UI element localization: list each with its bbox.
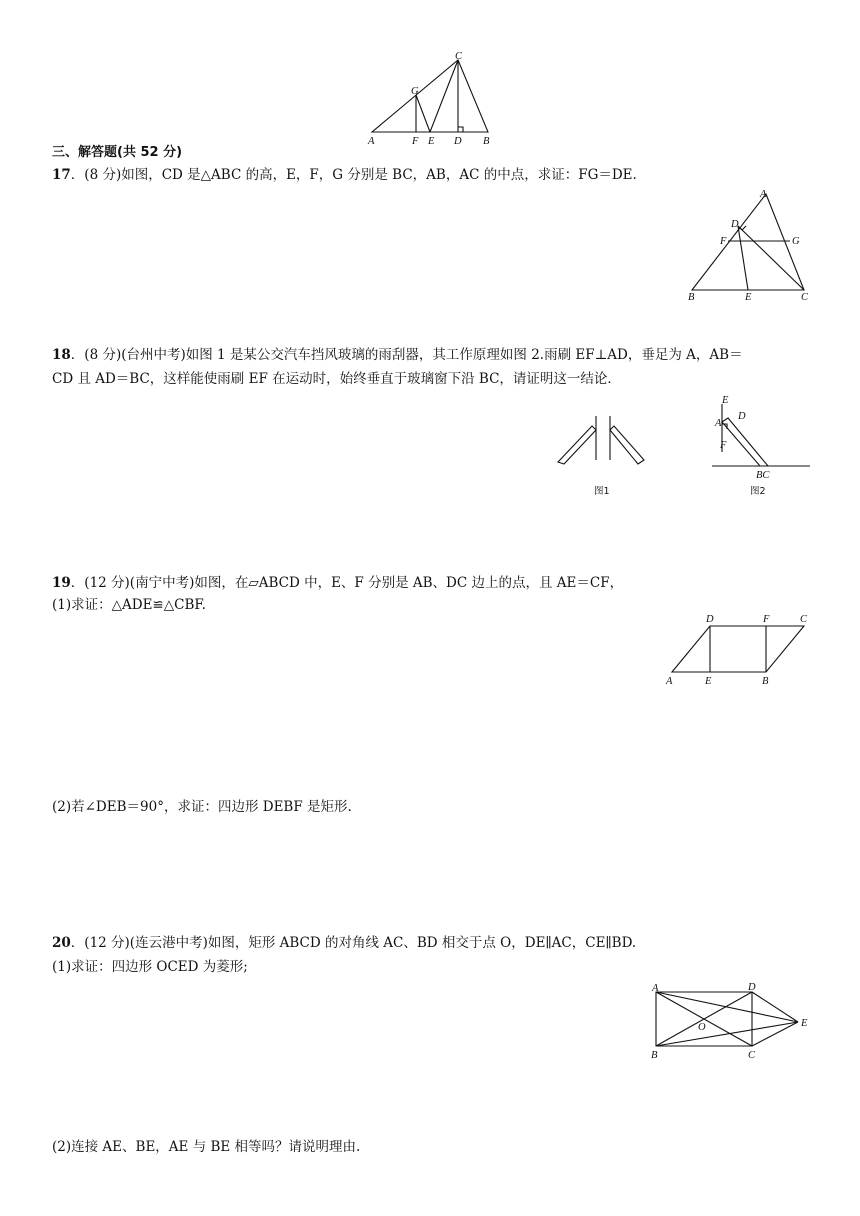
label-a: A [715,418,722,429]
top-triangle-figure [360,50,500,146]
label-d: D [748,982,756,993]
label-a: A [666,676,673,687]
question-20-part-2: (2)连接 AE、BE，AE 与 BE 相等吗？请说明理由. [52,1139,361,1155]
label-c: C [801,292,809,303]
figure-2-caption: 图2 [750,486,766,497]
label-d: D [706,614,714,625]
triangle-abc [692,194,804,290]
figure-1-caption: 图1 [594,486,610,497]
label-b: B [688,292,695,303]
label-b: B [483,136,490,147]
question-17 [52,166,637,184]
label-e: E [705,676,712,687]
label-e: E [801,1018,808,1029]
question-number: 20 [52,935,71,951]
question-20-part-1: (1)求证：四边形 OCED 为菱形; [52,959,248,975]
question-number: 17 [52,167,71,183]
question-text: ．(12 分)(南宁中考)如图，在▱ABCD 中，E、F 分别是 AB、DC 边上的点，且 AE＝CF， [70,575,624,591]
wiper-right [610,426,644,464]
label-c: C [800,614,808,625]
question-19-part-2: (2)若∠DEB＝90°，求证：四边形 DEBF 是矩形. [52,799,352,815]
label-bc: BC [756,470,770,481]
question-number: 18 [52,347,71,363]
question-text: ．(12 分)(连云港中考)如图，矩形 ABCD 的对角线 AC、BD 相交于点 O，DE∥AC，CE∥BD. [70,935,637,951]
question-18-line2: CD 且 AD＝BC，这样能使雨刷 EF 在运动时，始终垂直于玻璃窗下沿 BC，请证明这一结论． [52,371,621,387]
wiper-left [558,426,596,464]
q20-figure [646,980,814,1062]
label-e: E [745,292,752,303]
question-text: ．(8 分)如图，CD 是△ABC 的高，E，F，G 分别是 BC，AB，AC 的中点，求证：FG＝DE. [70,167,637,183]
label-a: A [368,136,375,147]
label-f: F [720,440,727,451]
question-20 [52,934,636,952]
question-19 [52,574,623,592]
label-g: G [792,236,800,247]
q17-figure [684,186,812,302]
label-e: E [428,136,435,147]
question-number: 19 [52,575,71,591]
label-c: C [455,51,463,62]
label-d: D [731,219,739,230]
label-f: F [412,136,419,147]
question-19-part-1: (1)求证：△ADE≌△CBF. [52,597,206,613]
triangle-abc [372,60,488,132]
label-g: G [411,86,419,97]
q18-figure-1 [556,412,648,502]
label-e: E [722,395,729,406]
label-o: O [698,1022,706,1033]
label-d: D [738,411,746,422]
label-f: F [763,614,770,625]
parallelogram-abcd [672,626,804,672]
label-b: B [762,676,769,687]
label-a: A [652,983,659,994]
label-c: C [748,1050,756,1061]
wiper-rod [722,418,768,466]
question-text-line1: ．(8 分)(台州中考)如图 1 是某公交汽车挡风玻璃的雨刮器，其工作原理如图 2.雨刷 EF⊥AD，垂足为 A，AB＝ [70,347,743,363]
section-heading: 三、解答题(共 52 分) [52,145,183,160]
label-f: F [720,236,727,247]
label-a: A [760,189,767,200]
q19-figure [664,610,814,688]
label-b: B [651,1050,658,1061]
q18-figure-2 [712,394,812,502]
label-d: D [454,136,462,147]
question-18 [52,346,743,364]
